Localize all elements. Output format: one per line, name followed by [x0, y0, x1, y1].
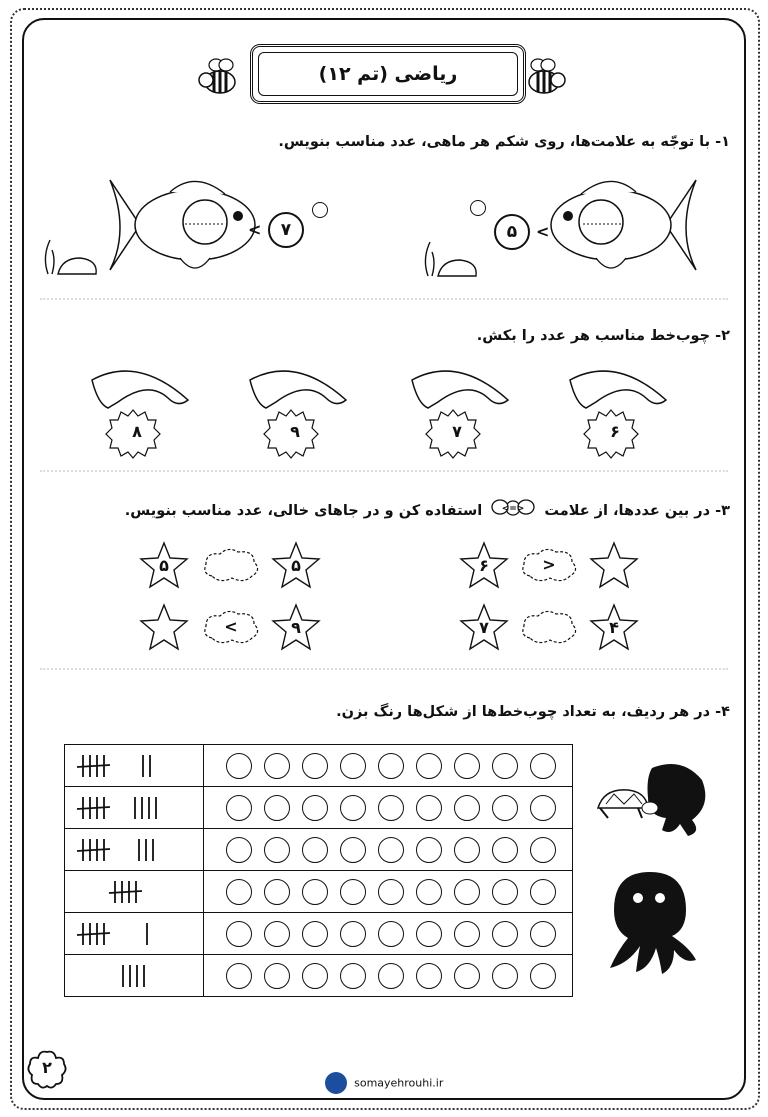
colorable-circle[interactable]	[530, 837, 556, 863]
colorable-circle[interactable]	[454, 753, 480, 779]
bee-icon	[196, 56, 240, 98]
cloud-sign: <	[224, 617, 238, 636]
circles-cell	[204, 913, 573, 955]
star-number: ۵	[291, 556, 301, 575]
colorable-circle[interactable]	[416, 921, 442, 947]
colorable-circle[interactable]	[378, 963, 404, 989]
colorable-circle[interactable]	[378, 753, 404, 779]
stick-drawing-cell[interactable]	[246, 360, 356, 470]
compare-symbol-text: <=>	[502, 504, 525, 514]
fish-right-sign: <	[536, 222, 550, 241]
colorable-circle[interactable]	[416, 753, 442, 779]
footer	[0, 1072, 768, 1094]
colorable-circle[interactable]	[530, 795, 556, 821]
question-3-text	[125, 496, 730, 526]
colorable-circle[interactable]	[492, 753, 518, 779]
tally-marks-icon	[65, 829, 203, 870]
question-4-text: ۴- در هر ردیف، به تعداد چوب‌خط‌ها از شکل‌ها رنگ بزن.	[336, 704, 730, 720]
section-divider	[40, 668, 728, 670]
colorable-circle[interactable]	[226, 921, 252, 947]
circles-cell	[204, 871, 573, 913]
tally-row	[65, 913, 573, 955]
bee-icon	[524, 56, 568, 98]
stick-area-shape-icon	[408, 360, 518, 470]
octopus-illustration	[600, 868, 700, 978]
tally-cross-stroke	[77, 933, 110, 935]
colorable-circle[interactable]	[264, 837, 290, 863]
colorable-circle[interactable]	[492, 879, 518, 905]
fish-right-number: ۵	[494, 214, 530, 250]
stick-number: ۹	[290, 422, 300, 441]
colorable-circle[interactable]	[226, 963, 252, 989]
cloud-icon	[200, 546, 262, 584]
question-3-text-after: استفاده کن و در جاهای خالی، عدد مناسب بنویس.	[124, 503, 483, 519]
colorable-circle[interactable]	[492, 837, 518, 863]
colorable-circle[interactable]	[492, 963, 518, 989]
section-divider	[40, 470, 728, 472]
page-title-text: ریاضی (تم ۱۲)	[318, 63, 458, 85]
bubble-icon	[312, 202, 328, 218]
stick-number: ۶	[610, 422, 620, 441]
colorable-circle[interactable]	[340, 753, 366, 779]
tally-cell	[65, 745, 204, 787]
tally-cell	[65, 871, 204, 913]
colorable-circle[interactable]	[226, 879, 252, 905]
tally-marks-icon	[65, 787, 203, 828]
tally-cell	[65, 913, 204, 955]
star-number-cell[interactable]	[588, 540, 640, 592]
tally-marks-icon	[65, 913, 203, 954]
section-divider	[40, 298, 728, 300]
question-1-text: ۱- با توجّه به علامت‌ها، روی شکم هر ماهی، عدد مناسب بنویس.	[278, 134, 730, 150]
colorable-circle[interactable]	[264, 921, 290, 947]
stick-number: ۸	[132, 422, 142, 441]
colorable-circle[interactable]	[416, 963, 442, 989]
star-number: ۶	[479, 556, 489, 575]
fish-left-number: ۷	[268, 212, 304, 248]
colorable-circle[interactable]	[340, 837, 366, 863]
colorable-circle[interactable]	[302, 837, 328, 863]
cloud-sign-box	[200, 608, 262, 646]
star-number-cell	[270, 540, 322, 592]
colorable-circle[interactable]	[492, 795, 518, 821]
colorable-circle[interactable]	[226, 753, 252, 779]
colorable-circle[interactable]	[340, 795, 366, 821]
stick-drawing-cell[interactable]	[566, 360, 676, 470]
question-2-text: ۲- چوب‌خط مناسب هر عدد را بکش.	[476, 328, 730, 344]
colorable-circle[interactable]	[378, 837, 404, 863]
colorable-circle[interactable]	[454, 921, 480, 947]
tally-cross-stroke	[77, 765, 110, 767]
star-number: ۹	[291, 618, 301, 637]
colorable-circle[interactable]	[264, 963, 290, 989]
colorable-circle[interactable]	[454, 837, 480, 863]
tally-cross-stroke	[77, 807, 110, 809]
tally-row	[65, 871, 573, 913]
star-icon	[138, 602, 190, 654]
colorable-circle[interactable]	[264, 753, 290, 779]
seaweed-icon	[40, 232, 100, 277]
tally-marks-icon	[65, 871, 203, 912]
fish-right-illustration	[536, 170, 706, 280]
colorable-circle[interactable]	[302, 795, 328, 821]
stick-area-shape-icon	[566, 360, 676, 470]
cloud-icon	[518, 608, 580, 646]
star-number-cell	[588, 602, 640, 654]
circles-cell	[204, 955, 573, 997]
tally-row	[65, 829, 573, 871]
star-number-cell	[458, 540, 510, 592]
colorable-circle[interactable]	[340, 879, 366, 905]
colorable-circle[interactable]	[378, 921, 404, 947]
star-number: ۵	[159, 556, 169, 575]
colorable-circle[interactable]	[264, 795, 290, 821]
star-number-cell	[270, 602, 322, 654]
fish-left-sign: <	[248, 220, 262, 239]
colorable-circle[interactable]	[340, 963, 366, 989]
tally-table	[64, 744, 573, 997]
stick-area-shape-icon	[246, 360, 356, 470]
star-number: ۷	[479, 618, 489, 637]
logo-icon	[325, 1072, 347, 1094]
colorable-circle[interactable]	[530, 753, 556, 779]
tally-row	[65, 745, 573, 787]
colorable-circle[interactable]	[416, 795, 442, 821]
page-title	[250, 44, 526, 104]
turtle-octopus-illustration	[592, 760, 712, 840]
tally-cell	[65, 787, 204, 829]
tally-cross-stroke	[109, 891, 142, 893]
colorable-circle[interactable]	[340, 921, 366, 947]
bubble-icon	[470, 200, 486, 216]
cloud-answer-box[interactable]	[518, 608, 580, 646]
colorable-circle[interactable]	[264, 879, 290, 905]
colorable-circle[interactable]	[302, 753, 328, 779]
stick-drawing-cell[interactable]	[408, 360, 518, 470]
circles-cell	[204, 745, 573, 787]
cloud-answer-box[interactable]	[200, 546, 262, 584]
colorable-circle[interactable]	[378, 879, 404, 905]
star-number-cell	[138, 540, 190, 592]
colorable-circle[interactable]	[530, 921, 556, 947]
colorable-circle[interactable]	[492, 921, 518, 947]
colorable-circle[interactable]	[226, 795, 252, 821]
colorable-circle[interactable]	[302, 879, 328, 905]
star-number: ۴	[609, 618, 619, 637]
colorable-circle[interactable]	[530, 963, 556, 989]
footer-site[interactable]: somayehrouhi.ir	[354, 1076, 444, 1090]
colorable-circle[interactable]	[226, 837, 252, 863]
tally-cross-stroke	[77, 849, 110, 851]
tally-marks-icon	[65, 745, 203, 786]
star-icon	[588, 540, 640, 592]
tally-cell	[65, 955, 204, 997]
colorable-circle[interactable]	[454, 795, 480, 821]
seaweed-icon	[420, 234, 480, 279]
stick-drawing-cell[interactable]	[88, 360, 198, 470]
colorable-circle[interactable]	[302, 963, 328, 989]
colorable-circle[interactable]	[302, 921, 328, 947]
stick-number: ۷	[452, 422, 462, 441]
star-number-cell[interactable]	[138, 602, 190, 654]
colorable-circle[interactable]	[530, 879, 556, 905]
tally-cell	[65, 829, 204, 871]
stick-area-shape-icon	[88, 360, 198, 470]
tally-row	[65, 787, 573, 829]
colorable-circle[interactable]	[454, 963, 480, 989]
circles-cell	[204, 787, 573, 829]
question-3-text-before: ۳- در بین عددها، از علامت	[544, 503, 730, 519]
cloud-sign: >	[542, 555, 556, 574]
star-number-cell	[458, 602, 510, 654]
page-number: ۲	[42, 1058, 52, 1077]
fish-left-illustration	[100, 170, 270, 280]
colorable-circle[interactable]	[416, 837, 442, 863]
colorable-circle[interactable]	[378, 795, 404, 821]
colorable-circle[interactable]	[454, 879, 480, 905]
tally-row	[65, 955, 573, 997]
circles-cell	[204, 829, 573, 871]
colorable-circle[interactable]	[416, 879, 442, 905]
cloud-sign-box	[518, 546, 580, 584]
tally-marks-icon	[65, 955, 203, 996]
compare-symbol-icon	[491, 496, 535, 526]
